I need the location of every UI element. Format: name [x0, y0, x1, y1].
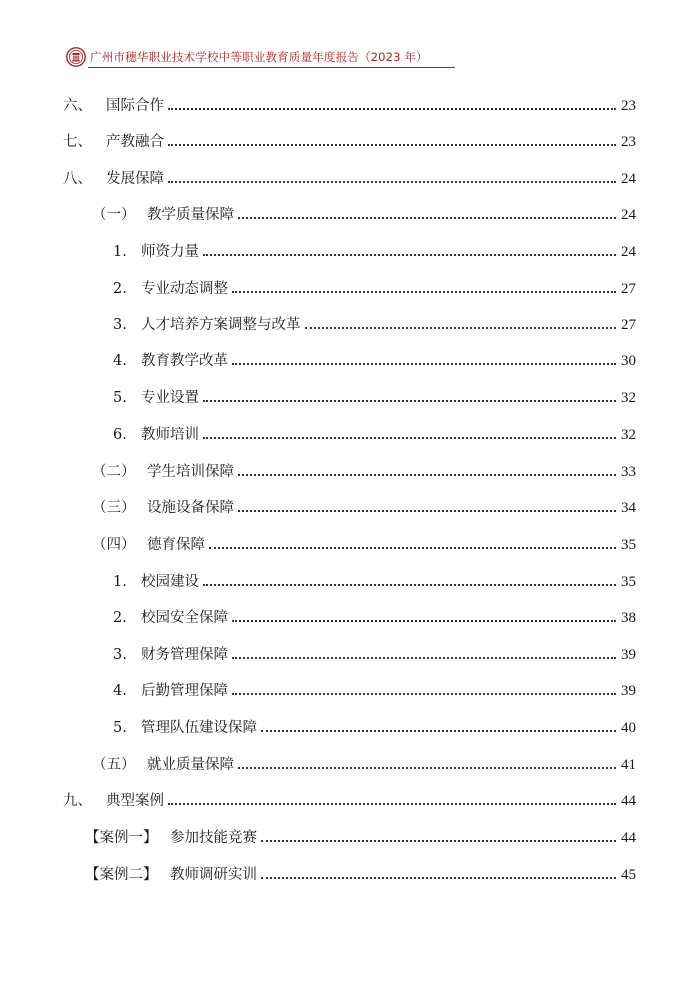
- toc-entry[interactable]: [0, 641, 700, 665]
- toc-label: 师资力量: [141, 244, 199, 260]
- toc-leader: [261, 877, 616, 879]
- toc-label: 人才培养方案调整与改革: [141, 317, 301, 333]
- toc-label: 教育教学改革: [141, 353, 228, 369]
- toc-label: 教师培训: [141, 427, 199, 443]
- toc-number: 2.: [113, 610, 127, 626]
- toc-number: 七、: [63, 134, 92, 150]
- toc-entry[interactable]: [0, 238, 700, 262]
- toc-number: （二）: [92, 464, 136, 480]
- toc-number: 1.: [113, 244, 127, 260]
- toc-leader: [168, 108, 616, 110]
- toc-number: 5.: [113, 720, 127, 736]
- toc-leader: [168, 803, 616, 805]
- toc-leader: [238, 767, 616, 769]
- toc-number: 4.: [113, 683, 127, 699]
- toc-page-number: 24: [621, 244, 636, 260]
- toc-page-number: 39: [621, 647, 636, 663]
- toc-page-number: 39: [621, 683, 636, 699]
- toc-label: 校园安全保障: [141, 610, 228, 626]
- toc-page-number: 38: [621, 610, 636, 626]
- toc-leader: [261, 840, 616, 842]
- toc-leader: [238, 474, 616, 476]
- toc-entry[interactable]: [0, 347, 700, 371]
- toc-number: 【案例一】: [85, 830, 158, 846]
- toc-leader: [238, 217, 616, 219]
- toc-leader: [232, 620, 616, 622]
- toc-leader: [232, 363, 616, 365]
- toc-number: 5.: [113, 390, 127, 406]
- toc-number: 3.: [113, 317, 127, 333]
- toc-number: 2.: [113, 281, 127, 297]
- toc-entry[interactable]: [0, 458, 700, 482]
- toc-leader: [261, 730, 616, 732]
- toc-entry[interactable]: [0, 165, 700, 189]
- page-header: [66, 46, 428, 68]
- toc-leader: [232, 693, 616, 695]
- toc-label: 典型案例: [106, 793, 164, 809]
- toc-number: 1.: [113, 574, 127, 590]
- toc-entry[interactable]: [0, 714, 700, 738]
- toc-leader: [305, 327, 616, 329]
- toc-entry[interactable]: [0, 568, 700, 592]
- toc-page-number: 35: [621, 537, 636, 553]
- toc-label: 后勤管理保障: [141, 683, 228, 699]
- toc-entry[interactable]: [0, 201, 700, 225]
- toc-entry[interactable]: [0, 311, 700, 335]
- school-emblem-icon: [66, 47, 86, 67]
- toc-page-number: 40: [621, 720, 636, 736]
- toc-number: 3.: [113, 647, 127, 663]
- toc-page-number: 23: [621, 98, 636, 114]
- toc-entry[interactable]: [0, 421, 700, 445]
- toc-label: 德育保障: [147, 537, 205, 553]
- toc-entry[interactable]: [0, 275, 700, 299]
- toc-page-number: 24: [621, 171, 636, 187]
- toc-label: 发展保障: [106, 171, 164, 187]
- toc-number: 【案例二】: [85, 867, 158, 883]
- toc-label: 教师调研实训: [170, 867, 257, 883]
- toc-entry[interactable]: [0, 384, 700, 408]
- toc-leader: [238, 510, 616, 512]
- toc-number: 6.: [113, 427, 127, 443]
- toc-label: 就业质量保障: [147, 757, 234, 773]
- toc-number: 八、: [63, 171, 92, 187]
- toc-label: 学生培训保障: [147, 464, 234, 480]
- toc-page-number: 33: [621, 464, 636, 480]
- toc-label: 财务管理保障: [141, 647, 228, 663]
- header-title: 广州市穗华职业技术学校中等职业教育质量年度报告（2023 年）: [90, 50, 428, 64]
- toc-leader: [209, 547, 616, 549]
- toc-page-number: 27: [621, 281, 636, 297]
- toc-entry[interactable]: [0, 861, 700, 885]
- toc-entry[interactable]: [0, 494, 700, 518]
- toc-leader: [232, 291, 616, 293]
- toc-page-number: 27: [621, 317, 636, 333]
- toc-number: （五）: [92, 757, 136, 773]
- toc-page-number: 41: [621, 757, 636, 773]
- toc-label: 国际合作: [106, 98, 164, 114]
- toc-label: 校园建设: [141, 574, 199, 590]
- toc-leader: [168, 144, 616, 146]
- toc-page-number: 32: [621, 427, 636, 443]
- toc-page-number: 35: [621, 574, 636, 590]
- toc-label: 教学质量保障: [147, 207, 234, 223]
- toc-entry[interactable]: [0, 787, 700, 811]
- header-rule: [88, 67, 455, 68]
- toc-leader: [203, 584, 616, 586]
- toc-page-number: 44: [621, 793, 636, 809]
- toc-number: 六、: [63, 98, 92, 114]
- toc-label: 产教融合: [106, 134, 164, 150]
- toc-leader: [203, 254, 616, 256]
- toc-entry[interactable]: [0, 751, 700, 775]
- toc-page-number: 44: [621, 830, 636, 846]
- toc-number: 九、: [63, 793, 92, 809]
- toc-entry[interactable]: [0, 604, 700, 628]
- toc-number: （四）: [92, 537, 136, 553]
- toc-number: 4.: [113, 353, 127, 369]
- toc-entry[interactable]: [0, 677, 700, 701]
- toc-leader: [232, 657, 616, 659]
- toc-page-number: 32: [621, 390, 636, 406]
- toc-leader: [203, 400, 616, 402]
- toc-leader: [168, 181, 616, 183]
- toc-number: （一）: [92, 207, 136, 223]
- toc-page-number: 24: [621, 207, 636, 223]
- toc-number: （三）: [92, 500, 136, 516]
- toc-label: 管理队伍建设保障: [141, 720, 257, 736]
- toc-label: 参加技能竞赛: [170, 830, 257, 846]
- toc-page-number: 23: [621, 134, 636, 150]
- toc-entry[interactable]: [0, 531, 700, 555]
- toc-entry[interactable]: [0, 128, 700, 152]
- toc-label: 设施设备保障: [147, 500, 234, 516]
- toc-leader: [203, 437, 616, 439]
- toc-label: 专业动态调整: [141, 281, 228, 297]
- toc-page-number: 45: [621, 867, 636, 883]
- toc-entry[interactable]: [0, 92, 700, 116]
- toc-entry[interactable]: [0, 824, 700, 848]
- toc-label: 专业设置: [141, 390, 199, 406]
- toc-page-number: 34: [621, 500, 636, 516]
- toc-page-number: 30: [621, 353, 636, 369]
